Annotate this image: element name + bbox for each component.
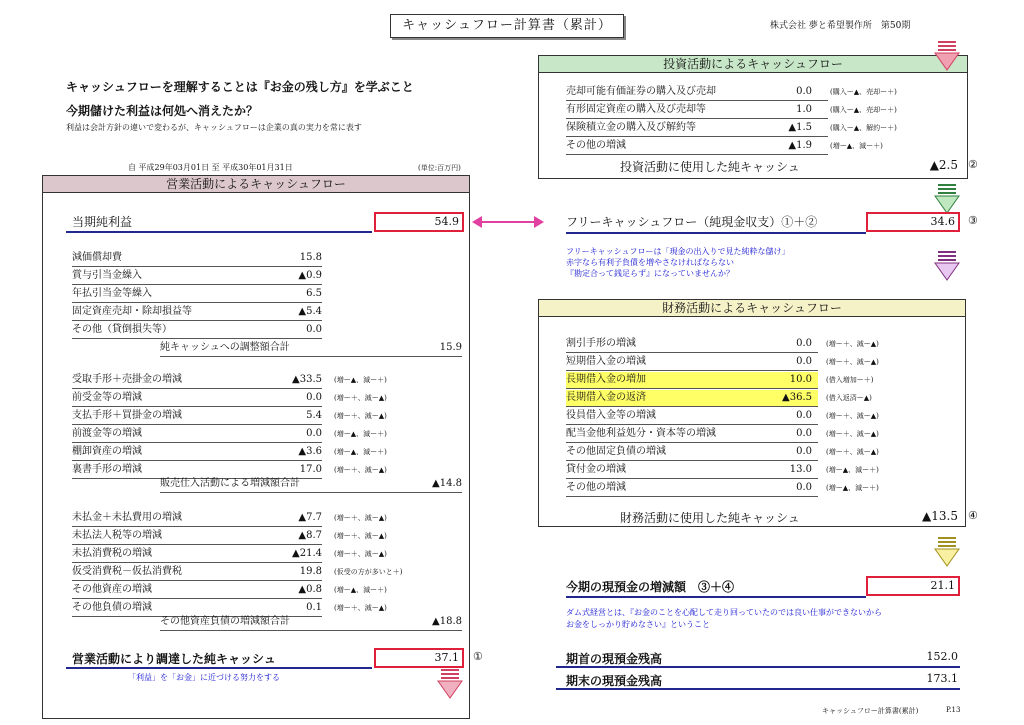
adjustment-row-value: ▲0.9 — [298, 270, 322, 281]
other-row-note: (増ー＋、減ー▲) — [334, 514, 387, 522]
mark-3: ③ — [968, 214, 978, 227]
divider — [556, 688, 960, 690]
free-cashflow-label: フリーキャッシュフロー（純現金収支）①＋② — [566, 215, 818, 229]
end-balance-label: 期末の現預金残高 — [566, 674, 663, 688]
financing-row-label: 長期借入金の返済 — [566, 390, 818, 407]
investing-row-label: 有形固定資産の購入及び売却等 — [566, 102, 828, 119]
working-capital-row-label: 受取手形＋売掛金の増減 — [72, 372, 322, 389]
free-note-3: 『勘定合って銭足らず』になっていませんか？ — [566, 269, 734, 278]
intro-line2: 今期儲けた利益は何処へ消えたか？ — [66, 104, 259, 118]
working-capital-row-note: (増ー▲、減ー＋) — [334, 448, 387, 456]
cash-change-label: 今期の現預金の増減額 ③＋④ — [566, 580, 735, 594]
financing-row-label: その他固定負債の増減 — [566, 444, 818, 461]
free-note-1: フリーキャッシュフローは「現金の出入りで見た純粋な儲け」 — [566, 247, 790, 256]
investing-row-label: その他の増減 — [566, 138, 828, 155]
operating-net-value: 37.1 — [374, 648, 464, 668]
investing-row-note: (購入ー▲、解約ー＋) — [830, 124, 897, 132]
footer-page: P.13 — [946, 706, 961, 714]
down-arrow-icon — [934, 536, 960, 568]
other-total-label: その他資産負債の増減額合計 — [160, 614, 462, 631]
adjustment-row-label: 賞与引当金繰入 — [72, 268, 322, 285]
other-row-note: (増ー＋、減ー▲) — [334, 532, 387, 540]
other-row-note: (増ー＋、減ー▲) — [334, 604, 387, 612]
intro-line3: 利益は会計方針の違いで変わるが、キャッシュフローは企業の真の実力を常に表す — [66, 123, 362, 132]
mark-2: ② — [968, 158, 978, 171]
financing-row-value: 0.0 — [796, 482, 812, 493]
document-title: キャッシュフロー計算書（累計） — [390, 14, 624, 38]
adjustment-row-value: ▲5.4 — [298, 306, 322, 317]
working-capital-row-note: (増ー＋、減ー▲) — [334, 394, 387, 402]
divider — [566, 232, 866, 234]
working-capital-row-label: 裏書手形の増減 — [72, 462, 322, 479]
other-row-value: ▲8.7 — [298, 530, 322, 541]
financing-row-note: (借入増加ー＋) — [826, 376, 874, 384]
other-row-value: ▲21.4 — [292, 548, 322, 559]
begin-balance-value: 152.0 — [926, 650, 958, 663]
financing-row-label: 配当金他利益処分・資本等の増減 — [566, 426, 818, 443]
financing-row-note: (増ー▲、減ー＋) — [826, 484, 879, 492]
other-row-label: 未払金＋未払費用の増減 — [72, 510, 322, 527]
financing-row-value: 0.0 — [796, 428, 812, 439]
intro-line1: キャッシュフローを理解することは『お金の残し方』を学ぶこと — [66, 80, 414, 94]
double-arrow-icon — [472, 214, 544, 230]
working-capital-row-note: (増ー＋、減ー▲) — [334, 466, 387, 474]
adjustment-row-label: 固定資産売却・除却損益等 — [72, 304, 322, 321]
mark-4: ④ — [968, 509, 978, 522]
financing-row-label: 長期借入金の増加 — [566, 372, 818, 389]
financing-net-label: 財務活動に使用した純キャッシュ — [620, 511, 800, 525]
investing-net-value: ▲2.5 — [929, 158, 958, 172]
other-row-label: 未払法人税等の増減 — [72, 528, 322, 545]
financing-row-label: 貸付金の増減 — [566, 462, 818, 479]
divider — [66, 667, 372, 669]
other-row-note: (増ー▲、減ー＋) — [334, 586, 387, 594]
financing-row-note: (増ー＋、減ー▲) — [826, 412, 879, 420]
financing-row-note: (増ー＋、減ー▲) — [826, 448, 879, 456]
period: 自 平成29年03月01日 至 平成30年01月31日 — [128, 163, 293, 172]
investing-row-label: 保険積立金の購入及び解約等 — [566, 120, 828, 137]
operating-slogan: 「利益」を「お金」に近づける努力をする — [128, 673, 280, 682]
other-row-label: 未払消費税の増減 — [72, 546, 322, 563]
financing-row-note: (増ー▲、減ー＋) — [826, 466, 879, 474]
net-income-value: 54.9 — [374, 212, 464, 232]
working-capital-row-value: 0.0 — [306, 428, 322, 439]
investing-header: 投資活動によるキャッシュフロー — [539, 56, 967, 73]
financing-row-label: 役員借入金等の増減 — [566, 408, 818, 425]
financing-row-value: 13.0 — [789, 464, 812, 475]
investing-net-label: 投資活動に使用した純キャッシュ — [620, 160, 800, 174]
working-capital-total-value: ▲14.8 — [432, 478, 462, 489]
footer-doc: キャッシュフロー計算書(累計) — [822, 707, 919, 715]
adjustment-row-value: 0.0 — [306, 324, 322, 335]
operating-header: 営業活動によるキャッシュフロー — [43, 176, 469, 193]
other-row-value: ▲0.8 — [298, 584, 322, 595]
change-note-2: お金をしっかり貯めなさい』ということ — [566, 620, 710, 629]
adjustment-row-label: その他（貸倒損失等） — [72, 322, 322, 339]
company-name: 株式会社 夢と希望製作所 第50期 — [770, 21, 911, 31]
down-arrow-icon — [437, 668, 463, 700]
working-capital-row-label: 前渡金等の増減 — [72, 426, 322, 443]
adjustment-total-value: 15.9 — [439, 342, 462, 353]
other-row-label: その他資産の増減 — [72, 582, 322, 599]
financing-row-label: 短期借入金の増減 — [566, 354, 818, 371]
financing-row-value: 0.0 — [796, 338, 812, 349]
investing-row-value: 1.0 — [796, 104, 812, 115]
financing-row-value: ▲36.5 — [760, 390, 812, 406]
mark-1: ① — [473, 650, 483, 663]
financing-net-value: ▲13.5 — [922, 509, 958, 523]
financing-row-label: その他の増減 — [566, 480, 818, 497]
other-row-value: 0.1 — [306, 602, 322, 613]
financing-header: 財務活動によるキャッシュフロー — [539, 300, 965, 317]
financing-row-value: 0.0 — [796, 446, 812, 457]
investing-row-value: ▲1.9 — [788, 140, 812, 151]
cash-change-value: 21.1 — [866, 576, 960, 596]
working-capital-row-value: 5.4 — [306, 410, 322, 421]
working-capital-row-value: 17.0 — [299, 464, 322, 475]
financing-row-note: (増ー＋、減ー▲) — [826, 430, 879, 438]
investing-row-note: (増ー▲、減ー＋) — [830, 142, 883, 150]
divider — [556, 666, 960, 668]
other-row-value: ▲7.7 — [298, 512, 322, 523]
financing-row-note: (増ー＋、減ー▲) — [826, 340, 879, 348]
working-capital-row-value: 0.0 — [306, 392, 322, 403]
free-cashflow-value: 34.6 — [866, 212, 960, 232]
down-arrow-icon — [934, 250, 960, 282]
working-capital-total-label: 販売仕入活動による増減額合計 — [160, 476, 462, 493]
working-capital-row-note: (増ー▲、減ー＋) — [334, 376, 387, 384]
adjustment-row-label: 減価償却費 — [72, 250, 322, 267]
investing-row-note: (購入ー▲、売却ー＋) — [830, 106, 897, 114]
other-row-note: (増ー＋、減ー▲) — [334, 550, 387, 558]
working-capital-row-value: ▲3.6 — [298, 446, 322, 457]
financing-row-value: 0.0 — [796, 356, 812, 367]
working-capital-row-note: (増ー＋、減ー▲) — [334, 412, 387, 420]
investing-row-value: 0.0 — [796, 86, 812, 97]
down-arrow-icon — [934, 183, 960, 215]
financing-row-value: 10.0 — [760, 372, 812, 388]
other-row-note: (仮受の方が多いと＋) — [334, 568, 403, 576]
divider — [566, 596, 866, 598]
end-balance-value: 173.1 — [926, 672, 958, 685]
divider — [66, 231, 372, 233]
working-capital-row-value: ▲33.5 — [292, 374, 322, 385]
net-income-label: 当期純利益 — [72, 215, 133, 229]
investing-row-note: (購入ー▲、売却ー＋) — [830, 88, 897, 96]
working-capital-row-note: (増ー▲、減ー＋) — [334, 430, 387, 438]
financing-row-note: (借入返済ー▲) — [826, 394, 872, 402]
change-note-1: ダム式経営とは、『お金のことを心配して走り回っていたのでは良い仕事ができないから — [566, 608, 882, 617]
adjustment-row-value: 15.8 — [299, 252, 322, 263]
financing-row-value: 0.0 — [796, 410, 812, 421]
other-row-label: その他負債の増減 — [72, 600, 322, 617]
financing-row-label: 割引手形の増減 — [566, 336, 818, 353]
investing-row-label: 売却可能有価証券の購入及び売却 — [566, 84, 828, 101]
working-capital-row-label: 棚卸資産の増減 — [72, 444, 322, 461]
other-row-value: 19.8 — [299, 566, 322, 577]
other-row-label: 仮受消費税－仮払消費税 — [72, 564, 322, 581]
down-arrow-icon — [934, 40, 960, 72]
working-capital-row-label: 支払手形＋買掛金の増減 — [72, 408, 322, 425]
adjustment-total-label: 純キャッシュへの調整額合計 — [160, 340, 462, 357]
operating-net-label: 営業活動により調達した純キャッシュ — [72, 652, 276, 666]
adjustment-row-label: 年払引当金等繰入 — [72, 286, 322, 303]
investing-row-value: ▲1.5 — [788, 122, 812, 133]
free-note-2: 赤字なら有利子負債を増やさなければならない — [566, 258, 734, 267]
unit: (単位:百万円) — [418, 164, 461, 172]
financing-row-note: (増ー＋、減ー▲) — [826, 358, 879, 366]
other-total-value: ▲18.8 — [432, 616, 462, 627]
working-capital-row-label: 前受金等の増減 — [72, 390, 322, 407]
begin-balance-label: 期首の現預金残高 — [566, 652, 663, 666]
adjustment-row-value: 6.5 — [306, 288, 322, 299]
